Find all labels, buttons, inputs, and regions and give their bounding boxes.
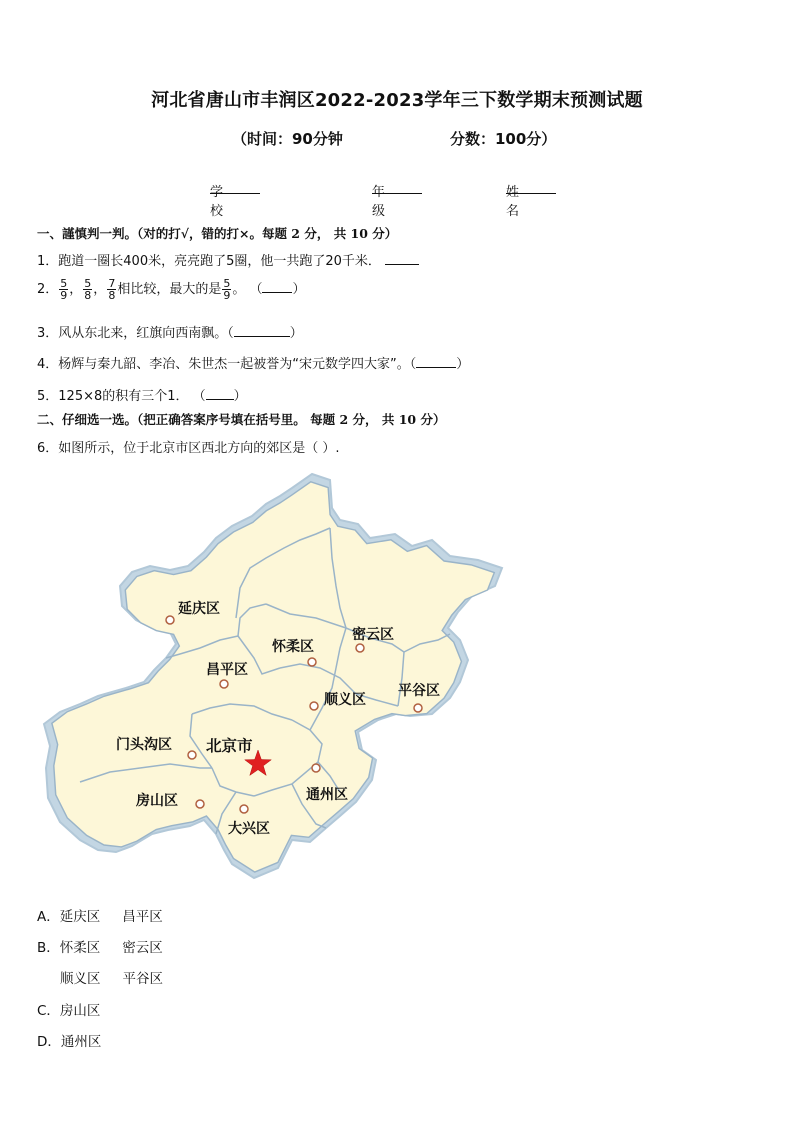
- page-title: 河北省唐山市丰润区2022-2023学年三下数学期末预测试题: [151, 90, 643, 111]
- answer-blank-5[interactable]: [206, 387, 234, 400]
- section2-heading: 二、仔细选一选。（把正确答案序号填在括号里。 每题 2 分， 共 10 分）: [37, 412, 446, 427]
- answer-blank-4[interactable]: [416, 355, 456, 368]
- grade-label: 年级: [372, 185, 386, 219]
- question-2: 2． $\frac{5}{9}$ ， $\frac{5}{8}$ ， $\frac{7}{8}$ 相比较，最大的是 $\frac{5}{9}$ 。 （ ）: [37, 277, 306, 302]
- beijing-district-map: [40, 468, 510, 888]
- grade-blank[interactable]: [372, 181, 422, 194]
- fraction-5-9-answer: $\frac{5}{9}$: [223, 277, 231, 302]
- school-label: 学校: [210, 185, 224, 219]
- label-fangshan: 房山区: [136, 793, 178, 809]
- label-mentougou: 门头沟区: [116, 737, 172, 753]
- changping-dot: [220, 680, 228, 688]
- question-3-text: 3．风从东北来，红旗向西南飘。（: [37, 326, 234, 341]
- miyun-dot: [356, 644, 364, 652]
- name-blank[interactable]: [506, 181, 556, 194]
- q2-prefix: 2．: [37, 282, 59, 297]
- question-3: 3．风从东北来，红旗向西南飘。（ ）: [37, 326, 303, 341]
- label-shunyi: 顺义区: [324, 692, 366, 708]
- fraction-5-9: $\frac{5}{9}$: [60, 277, 68, 302]
- label-changping: 昌平区: [206, 662, 248, 678]
- option-a[interactable]: A．延庆区 昌平区: [37, 909, 163, 925]
- answer-blank-1[interactable]: [385, 252, 419, 265]
- question-4-text: 4．杨辉与秦九韶、李冶、朱世杰一起被誉为“宋元数学四大家”。（: [37, 357, 417, 372]
- shunyi-dot: [310, 702, 318, 710]
- label-beijing: 北京市: [206, 737, 253, 755]
- daxing-dot: [240, 805, 248, 813]
- fangshan-dot: [196, 800, 204, 808]
- option-d[interactable]: D．通州区: [37, 1034, 102, 1050]
- fraction-5-8: $\frac{5}{8}$: [84, 277, 92, 302]
- mentougou-dot: [188, 751, 196, 759]
- answer-blank-2[interactable]: [262, 280, 292, 293]
- label-pinggu: 平谷区: [398, 683, 440, 699]
- question-5-text: 5．125×8的积有三个1． （: [37, 389, 206, 404]
- question-6-text: 6．如图所示，位于北京市区西北方向的郊区是（ ）.: [37, 441, 340, 456]
- question-4: 4．杨辉与秦九韶、李冶、朱世杰一起被誉为“宋元数学四大家”。（ ）: [37, 357, 470, 372]
- question-6: [37, 437, 340, 456]
- huairou-dot: [308, 658, 316, 666]
- yanqing-dot: [166, 616, 174, 624]
- label-tongzhou: 通州区: [306, 787, 348, 803]
- label-yanqing: 延庆区: [178, 601, 220, 617]
- label-miyun: 密云区: [352, 627, 394, 643]
- school-blank[interactable]: [210, 181, 260, 194]
- question-1: [37, 250, 419, 269]
- section1-heading: 一、謹慎判一判。（对的打√，错的打×。每题 2 分， 共 10 分）: [37, 226, 398, 241]
- label-huairou: 怀柔区: [272, 639, 314, 655]
- option-c[interactable]: C．房山区: [37, 1003, 101, 1019]
- tongzhou-dot: [312, 764, 320, 772]
- pinggu-dot: [414, 704, 422, 712]
- total-score: 分数：100分）: [450, 130, 557, 148]
- answer-blank-3[interactable]: [234, 324, 290, 337]
- label-daxing: 大兴区: [228, 821, 270, 837]
- option-b-continued[interactable]: 顺义区 平谷区: [60, 971, 163, 987]
- name-label: 姓名: [506, 185, 520, 219]
- question-5: 5．125×8的积有三个1． （ ）: [37, 389, 247, 404]
- map-svg: [40, 468, 510, 888]
- fraction-7-8: $\frac{7}{8}$: [108, 277, 116, 302]
- option-b[interactable]: B．怀柔区 密云区: [37, 940, 163, 956]
- time-limit: （时间：90分钟: [232, 130, 343, 148]
- question-1-text: 1．跑道一圈长400米，亮亮跑了5圈，他一共跑了20千米．: [37, 254, 381, 269]
